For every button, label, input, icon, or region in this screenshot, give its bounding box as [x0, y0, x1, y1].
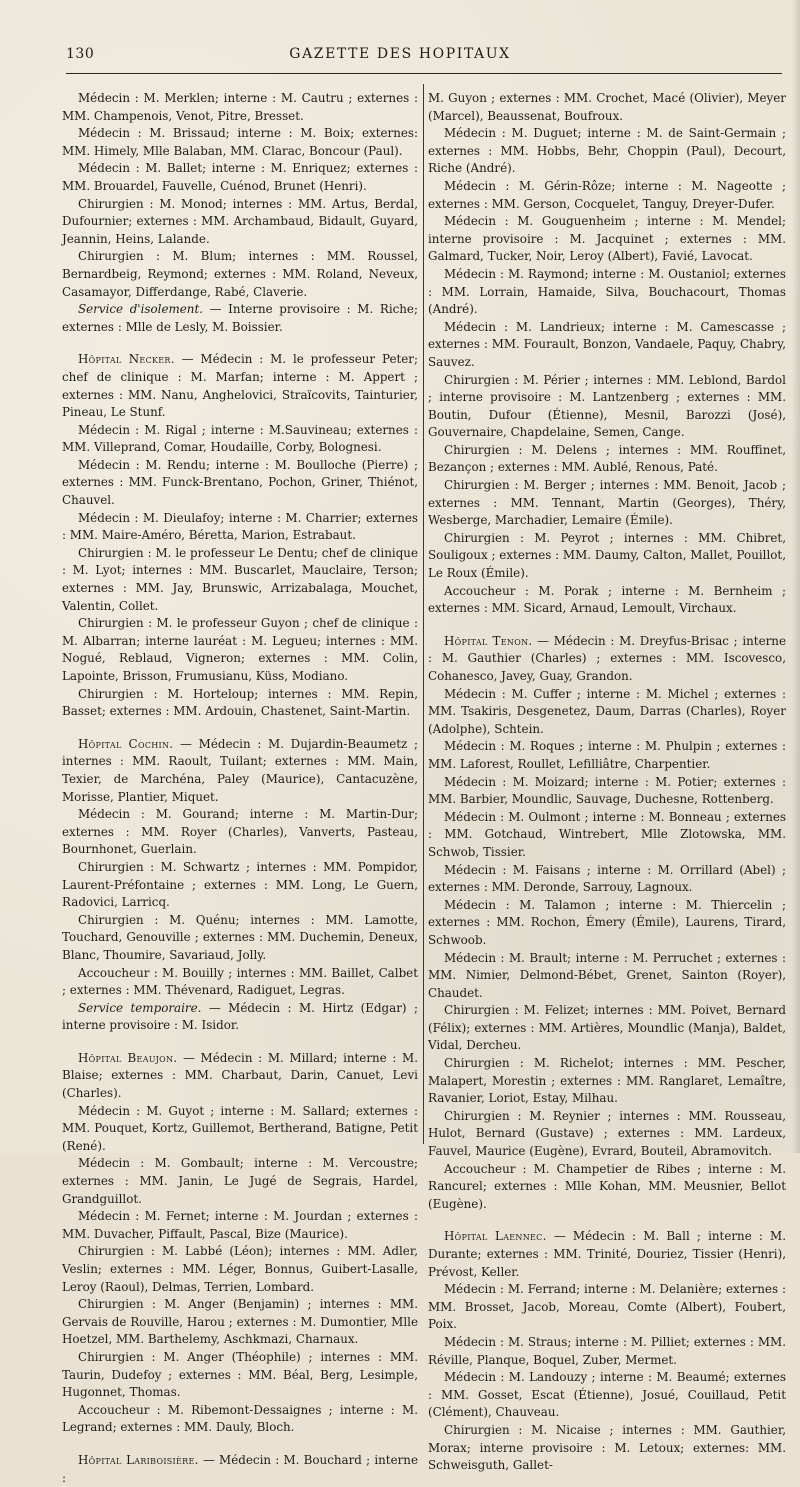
hospital-section-paragraph	[62, 351, 418, 421]
staff-listing-paragraph	[428, 1108, 786, 1161]
staff-listing-paragraph	[428, 1334, 786, 1369]
staff-listing-paragraph	[428, 897, 786, 950]
listing-text: Médecin : M. Ballet; interne : M. Enriquez; externes : MM. Brouardel, Fauvelle, Cuénod, Brunet (Henri).	[62, 161, 418, 193]
staff-listing-paragraph	[428, 372, 786, 442]
staff-listing-paragraph	[428, 213, 786, 266]
staff-listing-paragraph	[428, 319, 786, 372]
staff-listing-paragraph	[428, 1422, 786, 1475]
hospital-section-paragraph	[428, 1228, 786, 1281]
listing-text: — Médecin : M. Ball ; interne : M. Durante; externes : MM. Trinité, Douriez, Tissier (Henri), Prévost, Keller.	[428, 1229, 787, 1279]
listing-text: Chirurgien : M. Blum; internes : MM. Roussel, Bernardbeig, Reymond; externes : MM. Roland, Neveux, Casamayor, Differdange, Rabé, Claverie.	[62, 249, 418, 299]
listing-text: Chirurgien : M. Horteloup; internes : MM. Repin, Basset; externes : MM. Ardouin, Chastenet, Saint-Martin.	[62, 686, 418, 719]
listing-text: — Médecin : M. Dujardin-Beaumetz ; internes : MM. Raoult, Tuilant; externes : MM. Main, Texier, de Marchéna, Paley (Maurice), Cantacuzène, Morisse, Plantier, Miquet.	[62, 736, 418, 804]
listing-text: Chirurgien : M. Schwartz ; internes : MM. Pompidor, Laurent-Préfontaine ; externes : MM. Long, Le Guern, Radovici, Larricq.	[62, 859, 418, 910]
listing-text: Chirurgien : M. le professeur Le Dentu; chef de clinique : M. Lyot; internes : MM. Buscarlet, Mauclaire, Terson; externes : MM. Jay, Brunswic, Arrizabalaga, Mouchet, Valentin, Collet.	[62, 545, 418, 613]
staff-listing-paragraph	[62, 248, 418, 301]
staff-listing-paragraph	[428, 1055, 786, 1108]
left-column	[62, 90, 419, 1485]
listing-text: Médecin : M. Dieulafoy; interne : M. Charrier; externes : MM. Maire-Améro, Béretta, Marion, Estrabaut.	[62, 510, 418, 543]
staff-listing-paragraph	[428, 583, 786, 618]
listing-text: — Médecin : M. Hirtz (Edgar) ; interne provisoire : M. Isidor.	[62, 1000, 418, 1033]
staff-listing-paragraph	[62, 90, 418, 125]
hospital-name: Hôpital Laennec.	[444, 1229, 547, 1244]
listing-text: Médecin : M. Gombault; interne : M. Vercoustre; externes : MM. Janin, Le Jugé de Segrais, Hardel, Grandguillot.	[62, 1156, 418, 1206]
staff-listing-paragraph	[62, 422, 418, 457]
hospital-section-paragraph	[62, 1050, 418, 1103]
listing-text: Accoucheur : M. Bouilly ; internes : MM. Baillet, Calbet ; externes : MM. Thévenard, Radiguet, Legras.	[62, 965, 418, 998]
staff-listing-paragraph	[428, 1161, 786, 1214]
listing-text: Médecin : M. Straus; interne : M. Pilliet; externes : MM. Réville, Planque, Boquel, Zuber, Mermet.	[428, 1334, 786, 1367]
page-number: 130	[66, 46, 95, 62]
header-rule	[66, 73, 782, 74]
staff-listing-paragraph	[62, 196, 418, 249]
staff-listing-paragraph	[428, 809, 786, 862]
staff-listing-paragraph	[428, 442, 786, 477]
staff-listing-paragraph	[62, 1155, 418, 1208]
listing-text: Médecin : M. Landouzy ; interne : M. Beaumé; externes : MM. Gosset, Escat (Étienne), Josué, Couillaud, Petit (Clément), Chauveau.	[428, 1370, 786, 1420]
staff-listing-paragraph	[428, 1002, 786, 1055]
staff-listing-paragraph	[428, 125, 786, 178]
staff-listing-paragraph	[62, 806, 418, 859]
hospital-section-paragraph	[62, 736, 418, 806]
hospital-name: Hôpital Tenon.	[444, 633, 533, 648]
staff-listing-paragraph	[62, 1000, 418, 1035]
staff-listing-paragraph	[62, 1296, 418, 1349]
staff-listing-paragraph	[428, 477, 786, 530]
staff-listing-paragraph	[62, 615, 418, 685]
listing-text: Chirurgien : M. Anger (Benjamin) ; internes : MM. Gervais de Rouville, Harou ; externes : M. Dumontier, Mlle Hoetzel, MM. Barthelemy, Aschkmazi, Charnaux.	[62, 1297, 418, 1347]
column-divider	[423, 84, 424, 1144]
listing-text: Chirurgien : M. Anger (Théophile) ; internes : MM. Taurin, Dudefoy ; externes : MM. Béal, Berg, Lesimple, Hugonnet, Thomas.	[62, 1349, 418, 1400]
listing-text: Médecin : M. Ferrand; interne : M. Delanière; externes : MM. Brosset, Jacob, Moreau, Comte (Albert), Foubert, Poix.	[428, 1282, 786, 1332]
listing-text: Médecin : M. Rigal ; interne : M.Sauvineau; externes : MM. Villeprand, Comar, Houdaille, Corby, Bolognesi.	[62, 422, 418, 455]
listing-text: Médecin : M. Fernet; interne : M. Jourdan ; externes : MM. Duvacher, Piffault, Pascal, Bize (Maurice).	[62, 1209, 418, 1241]
hospital-name: Hôpital Lariboisière.	[78, 1452, 199, 1467]
staff-listing-paragraph	[62, 510, 418, 545]
staff-listing-paragraph	[62, 125, 418, 160]
listing-text: Chirurgien : M. Reynier ; internes : MM. Rousseau, Hulot, Bernard (Gustave) ; externes : MM. Lardeux, Fauvel, Maurice (Eugène), Evrard, Bouteil, Abramovitch.	[428, 1108, 786, 1159]
listing-text: Chirurgien : M. Richelot; internes : MM. Pescher, Malapert, Morestin ; externes : MM. Ranglaret, Lemaître, Ravanier, Loriot, Estay, Milhau.	[428, 1056, 786, 1106]
listing-text: Médecin : M. Merklen; interne : M. Cautru ; externes : MM. Champenois, Venot, Pitre, Bresset.	[62, 91, 418, 123]
staff-listing-paragraph	[62, 965, 418, 1000]
listing-text: M. Guyon ; externes : MM. Crochet, Macé (Olivier), Meyer (Marcel), Beaussenat, Boufroux.	[428, 91, 786, 123]
staff-listing-paragraph	[62, 1243, 418, 1296]
page-edge-shadow	[792, 0, 800, 1153]
listing-text: Chirurgien : M. Monod; internes : MM. Artus, Berdal, Dufournier; externes : MM. Archambaud, Bidault, Guyard, Jeannin, Heins, Lalande.	[62, 196, 418, 246]
staff-listing-paragraph	[62, 686, 418, 721]
staff-listing-paragraph	[62, 1349, 418, 1402]
staff-listing-paragraph	[62, 457, 418, 510]
listing-text: Chirurgien : M. Quénu; internes : MM. Lamotte, Touchard, Genouville ; externes : MM. Duchemin, Deneux, Blanc, Thoumire, Savariaud, Jolly.	[62, 912, 418, 962]
hospital-section-paragraph	[62, 1452, 418, 1487]
listing-text: — Interne provisoire : M. Riche; externes : Mlle de Lesly, M. Boissier.	[62, 302, 418, 334]
hospital-name: Hôpital Beaujon.	[78, 1050, 178, 1065]
listing-text: Médecin : M. Gérin-Rôze; interne : M. Nageotte ; externes : MM. Gerson, Cocquelet, Tanguy, Dreyer-Dufer.	[428, 178, 786, 211]
staff-listing-paragraph	[62, 545, 418, 615]
listing-text: Médecin : M. Moizard; interne : M. Potier; externes : MM. Barbier, Moundlic, Sauvage, Duchesne, Rottenberg.	[428, 774, 786, 807]
listing-text: Accoucheur : M. Porak ; interne : M. Bernheim ; externes : MM. Sicard, Arnaud, Lemoult, Virchaux.	[428, 583, 786, 616]
staff-listing-paragraph	[428, 774, 786, 809]
staff-listing-paragraph	[62, 301, 418, 336]
staff-listing-paragraph	[428, 90, 786, 125]
listing-text: Chirurgien : M. le professeur Guyon ; chef de clinique : M. Albarran; interne lauréat : M. Legueu; internes : MM. Nogué, Reblaud, Vigneron; externes : MM. Colin, Lapointe, Brisson, Frumusianu, Küss, Modiano.	[62, 616, 418, 683]
staff-listing-paragraph	[428, 686, 786, 739]
listing-text: Médecin : M. Gourand; interne : M. Martin-Dur; externes : MM. Royer (Charles), Vanverts, Pasteau, Bournhonet, Guerlain.	[62, 807, 418, 857]
right-column	[428, 90, 787, 1473]
listing-text: Médecin : M. Landrieux; interne : M. Camescasse ; externes : MM. Fourault, Bonzon, Vandaele, Paquy, Chabry, Sauvez.	[428, 319, 786, 369]
listing-text: Médecin : M. Duguet; interne : M. de Saint-Germain ; externes : MM. Hobbs, Behr, Choppin (Paul), Decourt, Riche (André).	[428, 126, 786, 176]
staff-listing-paragraph	[428, 862, 786, 897]
staff-listing-paragraph	[62, 859, 418, 912]
staff-listing-paragraph	[428, 738, 786, 773]
staff-listing-paragraph	[62, 1402, 418, 1437]
listing-text: — Médecin : M. Millard; interne : M. Blaise; externes : MM. Charbaut, Darin, Canuet, Levi (Charles).	[62, 1050, 418, 1101]
listing-text: Médecin : M. Faisans ; interne : M. Orrillard (Abel) ; externes : MM. Deronde, Sarrouy, Lagnoux.	[428, 862, 786, 895]
listing-text: — Médecin : M. Dreyfus-Brisac ; interne : M. Gauthier (Charles) ; externes : MM. Iscovesco, Cohanesco, Javey, Guay, Grandon.	[428, 633, 786, 683]
service-name: Service temporaire.	[78, 1000, 202, 1015]
listing-text: Médecin : M. Raymond; interne : M. Oustaniol; externes : MM. Lorrain, Hamaide, Silva, Bouchacourt, Thomas (André).	[428, 266, 786, 317]
listing-text: Médecin : M. Cuffer ; interne : M. Michel ; externes : MM. Tsakiris, Desgenetez, Daum, Darras (Charles), Royer (Adolphe), Schtein.	[428, 686, 786, 736]
listing-text: Médecin : M. Brault; interne : M. Perruchet ; externes : MM. Nimier, Delmond-Bébet, Grenet, Sainton (Royer), Chaudet.	[428, 950, 786, 1000]
listing-text: Chirurgien : M. Delens ; internes : MM. Rouffinet, Bezançon ; externes : MM. Aublé, Renous, Paté.	[428, 442, 786, 475]
page-header	[0, 46, 800, 72]
staff-listing-paragraph	[62, 1208, 418, 1243]
listing-text: Chirurgien : M. Berger ; internes : MM. Benoit, Jacob ; externes : MM. Tennant, Martin (Georges), Théry, Wesberge, Marchadier, Lemaire (Émile).	[428, 478, 786, 528]
staff-listing-paragraph	[428, 530, 786, 583]
listing-text: Chirurgien : M. Peyrot ; internes : MM. Chibret, Souligoux ; externes : MM. Daumy, Calton, Mallet, Pouillot, Le Roux (Émile).	[428, 530, 786, 581]
listing-text: Médecin : M. Roques ; interne : M. Phulpin ; externes : MM. Laforest, Roullet, Lefilliâtre, Charpentier.	[428, 739, 786, 771]
staff-listing-paragraph	[62, 1103, 418, 1156]
staff-listing-paragraph	[428, 266, 786, 319]
hospital-section-paragraph	[428, 633, 786, 686]
hospital-name: Hôpital Cochin.	[78, 736, 174, 751]
listing-text: — Médecin : M. le professeur Peter; chef de clinique : M. Marfan; interne : M. Appert ; externes : MM. Nanu, Anghelovici, Straïcovits, Tainturier, Pineau, Le Stunf.	[62, 352, 418, 420]
listing-text: Chirurgien : M. Nicaise ; internes : MM. Gauthier, Morax; interne provisoire : M. Letoux; externes: MM. Schweisguth, Gallet-	[428, 1422, 786, 1473]
listing-text: Accoucheur : M. Champetier de Ribes ; interne : M. Rancurel; externes : Mlle Kohan, MM. Meusnier, Bellot (Eugène).	[428, 1161, 786, 1211]
staff-listing-paragraph	[62, 160, 418, 195]
listing-text: Accoucheur : M. Ribemont-Dessaignes ; interne : M. Legrand; externes : MM. Dauly, Bloch.	[62, 1402, 418, 1435]
staff-listing-paragraph	[428, 1369, 786, 1422]
listing-text: Chirurgien : M. Périer ; internes : MM. Leblond, Bardol ; interne provisoire : M. Lantzenberg ; externes : MM. Boutin, Dufour (Étienne), Mesnil, Barozzi (José), Gouvernaire, Chapdelaine, Semen, Cange.	[428, 372, 786, 440]
staff-listing-paragraph	[428, 178, 786, 213]
listing-text: Médecin : M. Guyot ; interne : M. Sallard; externes : MM. Pouquet, Kortz, Guillemot, Bertherand, Batigne, Petit (René).	[62, 1103, 418, 1153]
staff-listing-paragraph	[428, 950, 786, 1003]
listing-text: Chirurgien : M. Labbé (Léon); internes : MM. Adler, Veslin; externes : MM. Léger, Bonnus, Guibert-Lasalle, Leroy (Raoul), Delmas, Terrien, Lombard.	[62, 1244, 418, 1294]
staff-listing-paragraph	[428, 1281, 786, 1334]
listing-text: Médecin : M. Rendu; interne : M. Boulloche (Pierre) ; externes : MM. Funck-Brentano, Pochon, Griner, Thiénot, Chauvel.	[62, 457, 418, 508]
publication-title: GAZETTE DES HOPITAUX	[289, 46, 511, 62]
listing-text: Médecin : M. Gouguenheim ; interne : M. Mendel; interne provisoire : M. Jacquinet ; externes : MM. Galmard, Tucker, Noir, Leroy (Albert), Favié, Lavocat.	[428, 214, 786, 264]
listing-text: Médecin : M. Oulmont ; interne : M. Bonneau ; externes : MM. Gotchaud, Wintrebert, Mlle Zlotowska, MM. Schwob, Tissier.	[428, 809, 786, 859]
staff-listing-paragraph	[62, 912, 418, 965]
listing-text: — Médecin : M. Bouchard ; interne :	[62, 1452, 419, 1485]
listing-text: Médecin : M. Brissaud; interne : M. Boix; externes: MM. Himely, Mlle Balaban, MM. Clarac, Boncour (Paul).	[62, 126, 418, 158]
hospital-name: Hôpital Necker.	[78, 352, 175, 367]
service-name: Service d'isolement.	[78, 302, 204, 317]
listing-text: Chirurgien : M. Felizet; internes : MM. Poivet, Bernard (Félix); externes : MM. Artières, Moundlic (Manja), Baldet, Vidal, Dercheu.	[428, 1003, 786, 1053]
listing-text: Médecin : M. Talamon ; interne : M. Thiercelin ; externes : MM. Rochon, Émery (Émile), Laurens, Tirard, Schwoob.	[428, 897, 786, 947]
